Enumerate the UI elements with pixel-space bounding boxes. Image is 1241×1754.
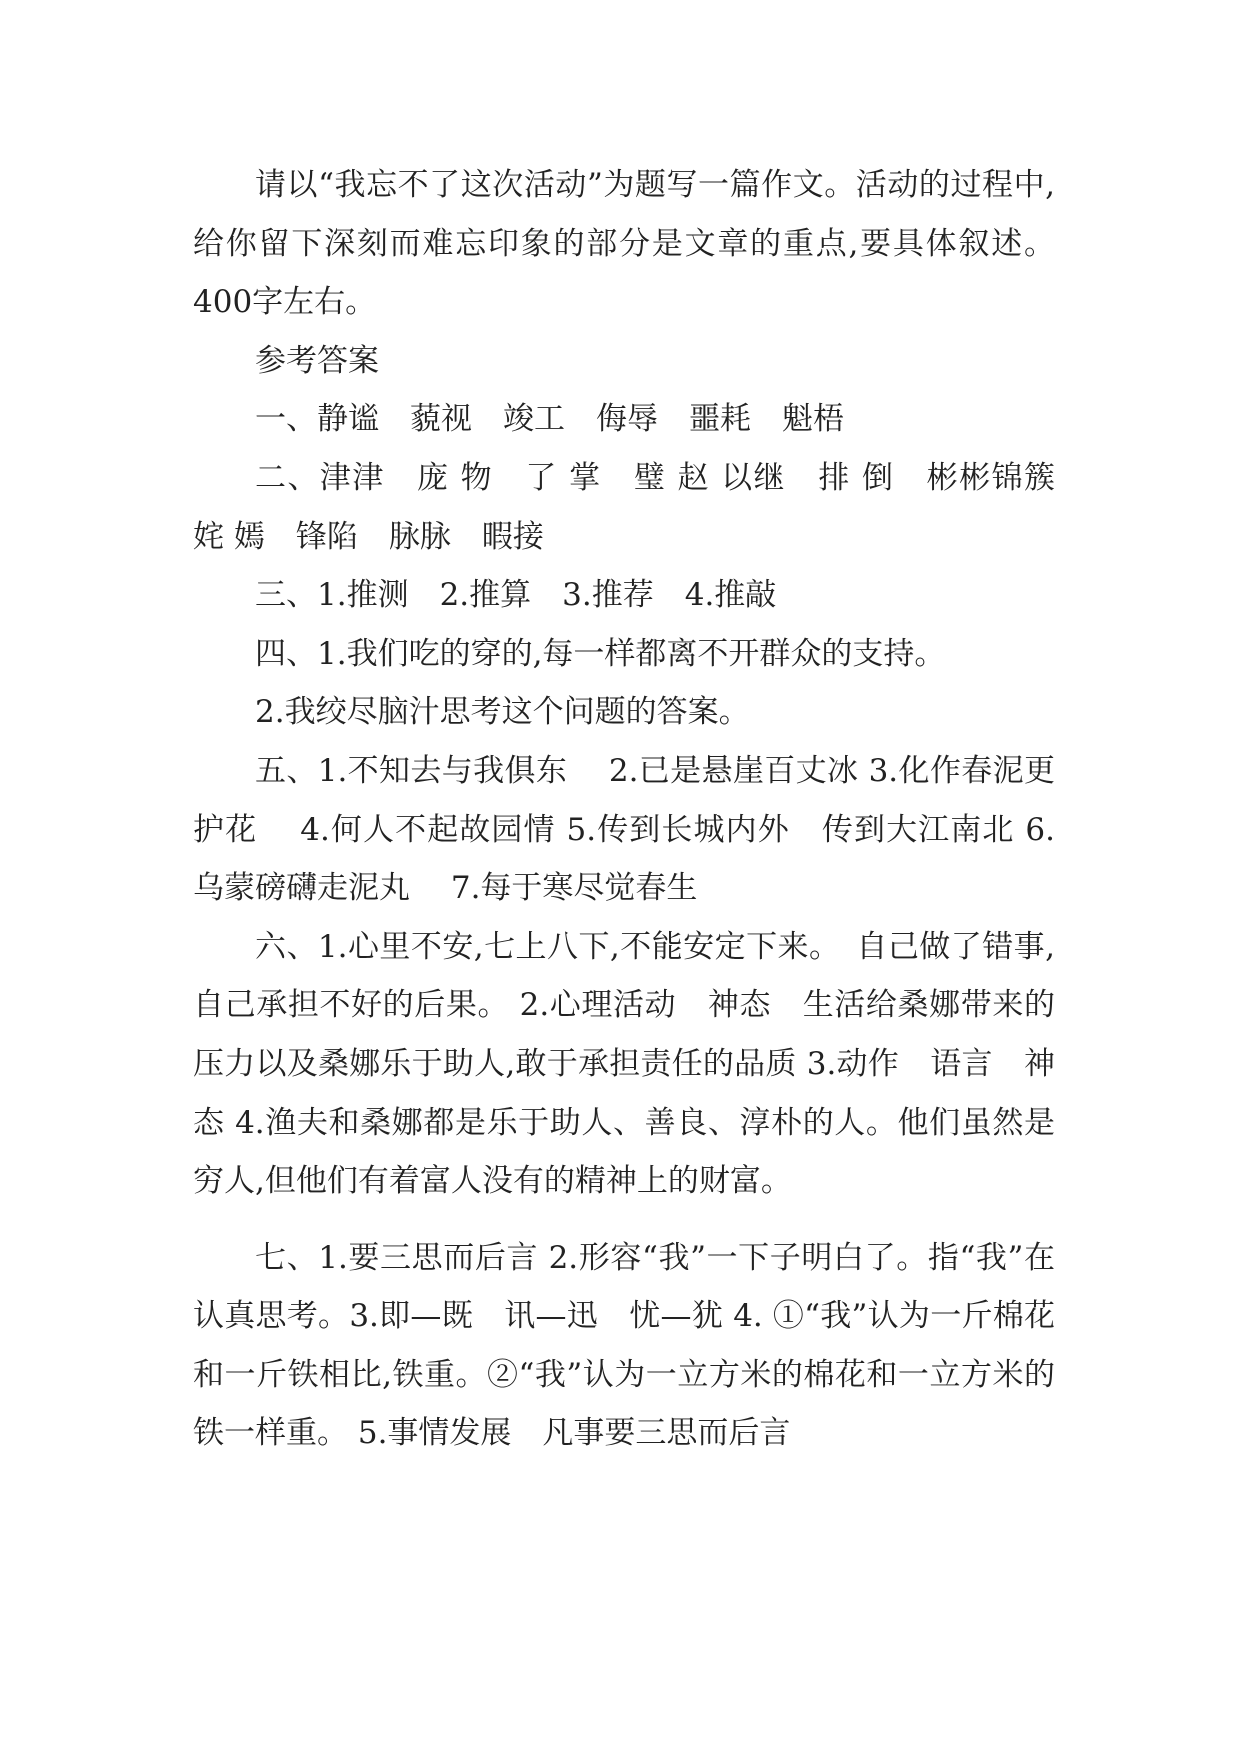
answer-section-4-item-1: 四、1.我们吃的穿的,每一样都离不开群众的支持。 <box>255 635 946 672</box>
essay-prompt-paragraph: 请以“我忘不了这次活动”为题写一篇作文。活动的过程中,给你留下深刻而难忘印象的部分是文章的重点,要具体叙述。400字左右。 <box>193 167 1055 321</box>
answer-section-1: 一、静谧 藐视 竣工 侮辱 噩耗 魁梧 <box>255 401 844 438</box>
answer-section-4-item-2: 2.我绞尽脑汁思考这个问题的答案。 <box>255 694 750 731</box>
answer-key-heading: 参考答案 <box>255 342 379 379</box>
document-body <box>193 156 1065 1463</box>
answer-section-5: 五、1.不知去与我俱东 2.已是悬崖百丈冰 3.化作春泥更护花 4.何人不起故园情 5.传到长城内外 传到大江南北 6.乌蒙磅礴走泥丸 7.每于寒尽觉春生 <box>193 752 1055 907</box>
answer-section-2: 二、津津 庞 物 了 掌 璧 赵 以继 排 倒 彬彬锦簇 姹 嫣 锋陷 脉脉 暇接 <box>193 459 1065 555</box>
answer-section-7: 七、1.要三思而后言 2.形容“我”一下子明白了。指“我”在认真思考。3.即—既 讯—迅 忧—犹 4. ①“我”认为一斤棉花和一斤铁相比,铁重。②“我”认为一立方米的棉花和一立方米的铁一样重。 5.事情发展 凡事要三思而后言 <box>193 1239 1055 1452</box>
answer-section-3: 三、1.推测 2.推算 3.推荐 4.推敲 <box>255 577 777 614</box>
answer-section-6: 六、1.心里不安,七上八下,不能安定下来。 自己做了错事,自己承担不好的后果。 2.心理活动 神态 生活给桑娜带来的压力以及桑娜乐于助人,敢于承担责任的品质 3.动作 语言 神态 4.渔夫和桑娜都是乐于助人、善良、淳朴的人。他们虽然是穷人,但他们有着富人没有的精神上的财富。 <box>193 928 1055 1200</box>
